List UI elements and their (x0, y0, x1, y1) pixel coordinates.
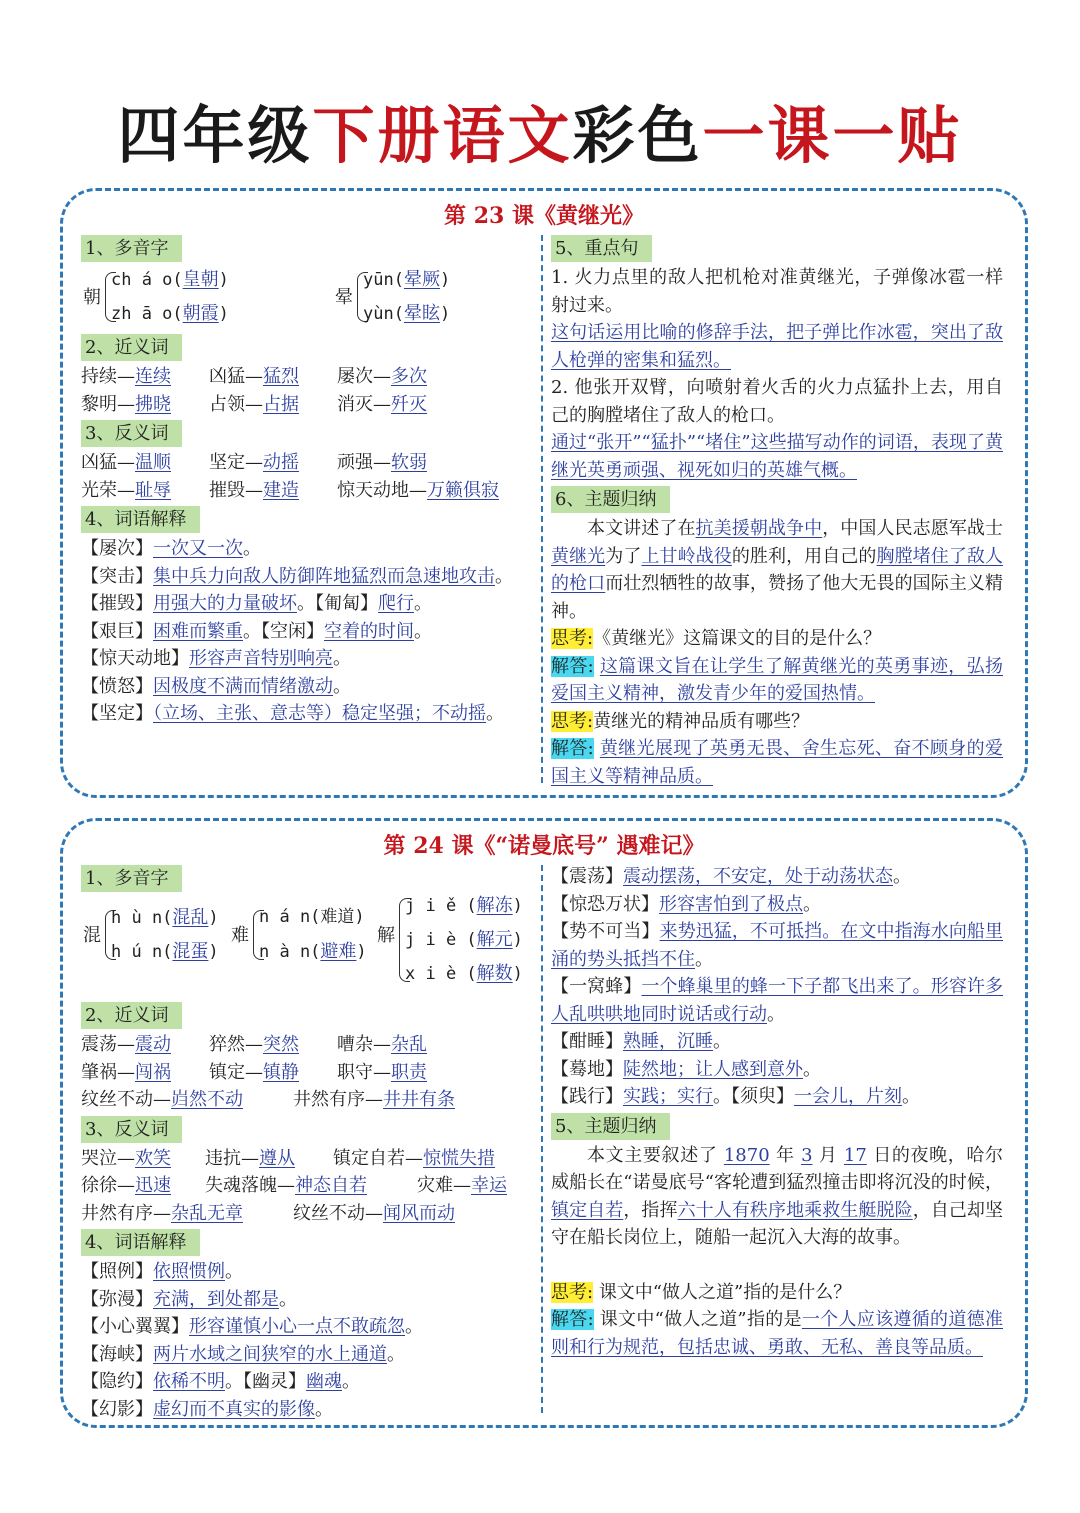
key-sentence-analysis: 通过“张开”“猛扑”“堵住”这些描写动作的词语，表现了黄继光英勇顽强、视死如归的英雄气概。 (551, 432, 1003, 481)
pinyin-reading: ch á o(皇朝) (111, 269, 229, 290)
pinyin-reading: j i ě (解冻) (405, 895, 523, 916)
lesson-23-card (60, 188, 1028, 798)
answer-label: 解答: (551, 1309, 594, 1330)
title-part-3: 彩色 (572, 99, 703, 172)
section-heading: 3、反义词 (81, 1116, 182, 1143)
think-question: 思考:黄继光的精神品质有哪些？ (551, 710, 810, 732)
pinyin-reading: zh ā o(朝霞) (111, 303, 229, 324)
polyphone-block (81, 894, 533, 1000)
section-heading: 4、词语解释 (81, 506, 200, 533)
section-heading: 2、近义词 (81, 1002, 182, 1029)
think-question: 思考:《黄继光》这篇课文的目的是什么？ (551, 628, 882, 649)
section-heading: 1、多音字 (81, 235, 182, 262)
title-part-1: 四年级 (117, 99, 313, 172)
lesson-23-right-column (551, 233, 1003, 790)
column-divider (541, 235, 543, 783)
definition-item: 【突击】集中兵力向敌人防御阵地猛烈而急速地攻击。 (81, 565, 513, 587)
think-label: 思考: (551, 628, 594, 649)
section-heading: 3、反义词 (81, 420, 182, 447)
definition-item: 【一窝蜂】一个蜂巢里的蜂一下子都飞出来了。形容许多人乱哄哄地同时说话或行动。 (551, 976, 1004, 1025)
lesson-24-title: 第 24 课《“诺曼底号” 遇难记》 (383, 833, 705, 859)
section-heading: 1、多音字 (81, 865, 182, 892)
definition-item: 【艰巨】困难而繁重。【空闲】空着的时间。 (81, 620, 432, 642)
key-sentence: 2. 他张开双臂，向喷射着火舌的火力点猛扑上去，用自己的胸膛堵住了敌人的枪口。 (551, 377, 1003, 426)
title-part-2: 下册语文 (312, 99, 573, 172)
word-pair-row: 纹丝不动—岿然不动 井然有序—井井有条 (81, 1089, 455, 1110)
lesson-23-title: 第 23 课《黄继光》 (444, 203, 644, 229)
definition-item: 【愤怒】因极度不满而情绪激动。 (81, 675, 351, 697)
answer: 解答: 这篇课文旨在让学生了解黄继光的英勇事迹，弘扬爱国主义精神，激发青少年的爱国热情。 (551, 655, 1003, 704)
word-pair-row: 井然有序—杂乱无章 纹丝不动—闻风而动 (81, 1202, 455, 1224)
definition-item: 【震荡】震动摆荡，不安定，处于动荡状态。 (551, 866, 911, 887)
definition-item: 【惊恐万状】形容害怕到了极点。 (551, 893, 821, 915)
word-pair-row: 黎明—拂晓 占领—占据 消灭—歼灭 (81, 393, 427, 415)
lesson-24-right-column (551, 863, 1003, 1361)
definition-item: 【酣睡】熟睡，沉睡。 (551, 1031, 731, 1052)
word-pair-row: 徐徐—迅速 失魂落魄—神态自若 灾难—幸运 (81, 1175, 507, 1196)
definition-item: 【坚定】（立场、主张、意志等）稳定坚强；不动摇。 (81, 703, 504, 724)
definition-item: 【幻影】虚幻而不真实的影像。 (81, 1398, 333, 1420)
pinyin-reading: x i è (解数) (405, 963, 523, 984)
word-pair-row: 哭泣—欢笑 违抗—遵从 镇定自若—惊慌失措 (81, 1147, 495, 1169)
key-sentence-analysis: 这句话运用比喻的修辞手法，把子弹比作冰雹，突出了敌人枪弹的密集和猛烈。 (551, 322, 1003, 371)
title-part-4: 一课一贴 (702, 99, 963, 172)
think-question: 思考: 课文中“做人之道”指的是什么？ (551, 1281, 852, 1303)
definition-item: 【摧毁】用强大的力量破坏。【匍匐】爬行。 (81, 593, 432, 614)
section-heading: 6、主题归纳 (551, 486, 670, 513)
answer-label: 解答: (551, 655, 594, 677)
pinyin-reading: n à n(避难) (259, 941, 367, 962)
key-sentence: 1. 火力点里的敌人把机枪对准黄继光，子弹像冰雹一样射过来。 (551, 267, 1003, 316)
section-heading: 5、主题归纳 (551, 1113, 670, 1140)
word-pair-row: 肇祸—闯祸 镇定—镇静 职守—职责 (81, 1061, 427, 1083)
definition-item: 【惊天动地】形容声音特别响亮。 (81, 648, 351, 669)
definition-item: 【践行】实践；实行。【须臾】一会儿，片刻。 (551, 1086, 920, 1107)
theme-summary: 本文主要叙述了 1870 年 3 月 17 日的夜晚，哈尔威船长在“诺曼底号“客轮遭到猛烈撞击即将沉没的时候，镇定自若，指挥六十人有秩序地乘救生艇脱险，自己却坚守在船长岗位上，随船一起沉入大海的故事。 (551, 1144, 1004, 1248)
answer-label: 解答: (551, 738, 594, 759)
word-pair-row: 持续—连续 凶猛—猛烈 屡次—多次 (81, 366, 427, 387)
pinyin-reading: h ù n(混乱) (111, 907, 219, 928)
theme-summary: 本文讲述了在抗美援朝战争中，中国人民志愿军战士黄继光为了上甘岭战役的胜利，用自己的胸膛堵住了敌人的枪口而壮烈牺牲的故事，赞扬了他大无畏的国际主义精神。 (551, 518, 1004, 622)
definition-item: 【势不可当】来势迅猛，不可抵挡。在文中指海水向船里涌的势头抵挡不住。 (551, 921, 1003, 970)
polyphone-block (81, 264, 533, 332)
pinyin-reading: j i è (解元) (405, 929, 523, 950)
pinyin-reading: yūn(晕厥) (363, 269, 451, 290)
definition-item: 【隐约】依稀不明。【幽灵】幽魂。 (81, 1371, 360, 1392)
lesson-24-card (60, 818, 1028, 1428)
think-label: 思考: (551, 1281, 594, 1303)
think-label: 思考: (551, 710, 594, 732)
lesson-24-left-column (81, 863, 533, 1423)
definition-item: 【小心翼翼】形容谨慎小心一点不敢疏忽。 (81, 1316, 423, 1337)
polyphone-char: 晕 (335, 287, 353, 308)
word-pair-row: 凶猛—温顺 坚定—动摇 顽强—软弱 (81, 452, 427, 473)
answer: 解答: 课文中“做人之道”指的是一个人应该遵循的道德准则和行为规范，包括忠诚、勇敢、无私、善良等品质。 (551, 1309, 1003, 1358)
pinyin-reading: yùn(晕眩) (363, 303, 451, 324)
pinyin-reading: n á n(难道) (259, 907, 365, 927)
lesson-23-left-column (81, 233, 533, 728)
definition-item: 【海峡】两片水域之间狭窄的水上通道。 (81, 1343, 405, 1365)
section-heading: 5、重点句 (551, 235, 652, 262)
polyphone-char: 难 (231, 925, 249, 946)
pinyin-reading: h ú n(混蛋) (111, 941, 219, 962)
polyphone-char: 解 (377, 925, 395, 946)
word-pair-row: 光荣—耻辱 摧毁—建造 惊天动地—万籁俱寂 (81, 479, 499, 501)
section-heading: 2、近义词 (81, 334, 182, 361)
definition-item: 【照例】依照惯例。 (81, 1261, 243, 1282)
polyphone-char: 朝 (83, 287, 101, 308)
definition-item: 【弥漫】充满，到处都是。 (81, 1288, 297, 1310)
definition-item: 【屡次】一次又一次。 (81, 538, 261, 559)
definition-item: 【蓦地】陡然地；让人感到意外。 (551, 1058, 821, 1080)
section-heading: 4、词语解释 (81, 1229, 200, 1256)
column-divider (541, 865, 543, 1413)
polyphone-char: 混 (83, 925, 101, 946)
page-title (0, 96, 1080, 176)
word-pair-row: 震荡—震动 猝然—突然 嘈杂—杂乱 (81, 1034, 427, 1055)
answer: 解答: 黄继光展现了英勇无畏、舍生忘死、奋不顾身的爱国主义等精神品质。 (551, 738, 1003, 787)
